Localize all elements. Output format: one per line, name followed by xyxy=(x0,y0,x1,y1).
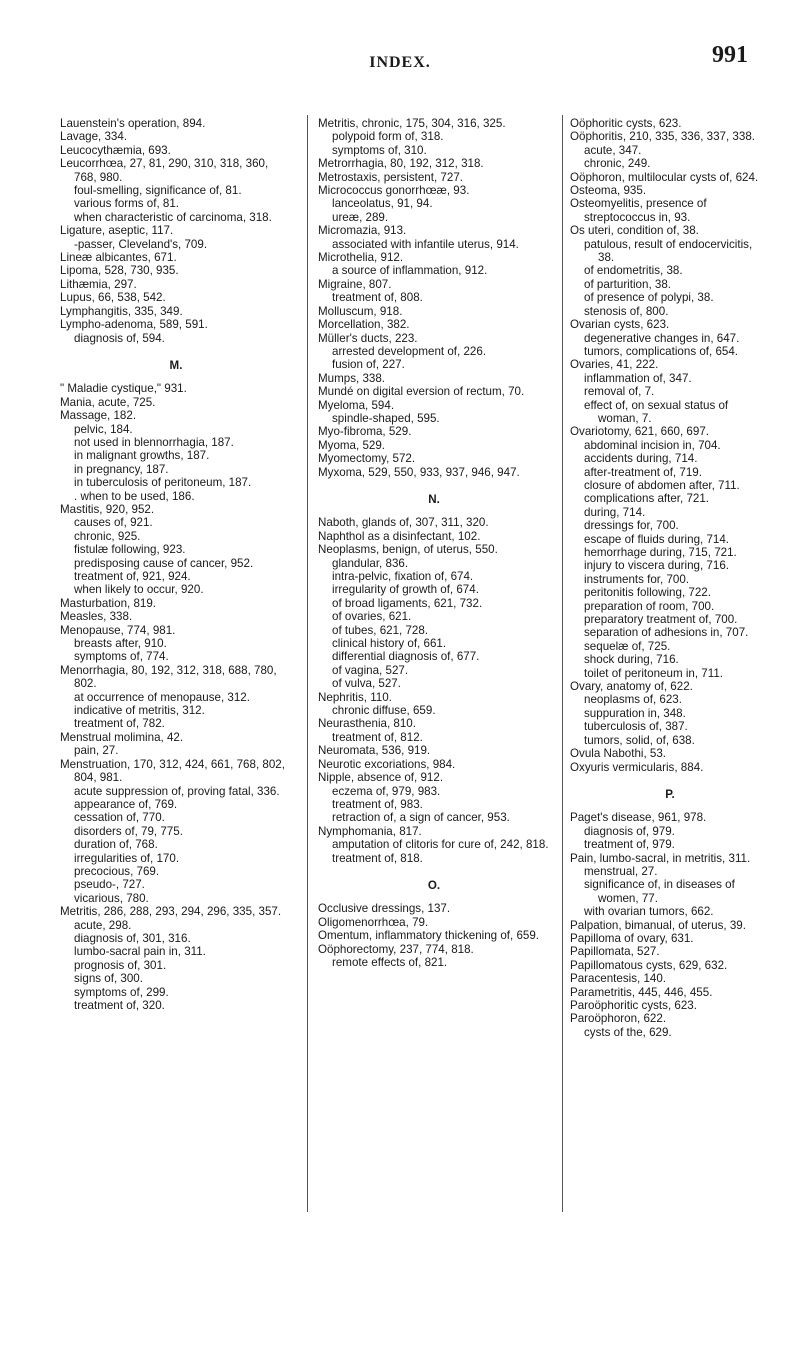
index-entry: Myo-fibroma, 529. xyxy=(318,425,412,439)
index-subentry: in pregnancy, 187. xyxy=(74,462,169,476)
index-subentry: not used in blennorrhagia, 187. xyxy=(74,435,234,449)
index-subentry: lumbo-sacral pain in, 311. xyxy=(74,945,206,959)
index-subentry: pseudo-, 727. xyxy=(74,878,145,892)
index-subentry: appearance of, 769. xyxy=(74,797,178,811)
index-subentry: abdominal incision in, 704. xyxy=(584,438,721,452)
index-subentry: after-treatment of, 719. xyxy=(584,465,702,479)
index-entry: Ovarian cysts, 623. xyxy=(570,318,670,332)
index-subentry: arrested development of, 226. xyxy=(332,344,487,358)
index-subentry: precocious, 769. xyxy=(74,864,160,878)
index-subentry: remote effects of, 821. xyxy=(332,955,448,969)
index-subentry: prognosis of, 301. xyxy=(74,958,167,972)
index-subentry: vicarious, 780. xyxy=(74,891,149,905)
index-column-2 xyxy=(318,117,550,969)
index-entry: Ovariotomy, 621, 660, 697. xyxy=(570,425,709,439)
index-entry: Lupus, 66, 538, 542. xyxy=(60,291,166,305)
index-entry: Ligature, aseptic, 117. xyxy=(60,224,174,238)
index-subentry: when characteristic of carcinoma, 318. xyxy=(74,210,272,224)
index-subentry: diagnosis of, 301, 316. xyxy=(74,931,191,945)
index-subentry: with ovarian tumors, 662. xyxy=(584,905,714,919)
index-subentry: shock during, 716. xyxy=(584,653,679,667)
index-subentry: during, 714. xyxy=(584,505,646,519)
index-entry: Lineæ albicantes, 671. xyxy=(60,251,177,265)
index-subentry: cessation of, 770. xyxy=(74,811,165,825)
index-subentry: of parturition, 38. xyxy=(584,277,672,291)
index-subentry: inflammation of, 347. xyxy=(584,371,692,385)
index-subentry: differential diagnosis of, 677. xyxy=(332,650,480,664)
index-entry: Lipoma, 528, 730, 935. xyxy=(60,264,179,278)
section-letter: P. xyxy=(665,787,675,801)
index-entry: Lauenstein's operation, 894. xyxy=(60,117,206,130)
index-entry: Neoplasms, benign, of uterus, 550. xyxy=(318,543,498,557)
index-entry: Myxoma, 529, 550, 933, 937, 946, 947. xyxy=(318,465,520,479)
index-entry: Ovary, anatomy of, 622. xyxy=(570,680,693,694)
index-entry: Morcellation, 382. xyxy=(318,318,410,332)
index-subentry: tumors, complications of, 654. xyxy=(584,344,739,358)
index-entry: Neurotic excoriations, 984. xyxy=(318,757,456,771)
index-subentry: treatment of, 921, 924. xyxy=(74,570,191,583)
column-divider xyxy=(562,115,563,1212)
index-entry: Neuromata, 536, 919. xyxy=(318,744,431,758)
index-entry: Ovula Nabothi, 53. xyxy=(570,747,667,761)
index-subentry: stenosis of, 800. xyxy=(584,304,669,318)
index-subentry: irregularity of growth of, 674. xyxy=(332,583,479,597)
index-entry: Parametritis, 445, 446, 455. xyxy=(570,985,713,999)
index-subentry: escape of fluids during, 714. xyxy=(584,532,730,546)
index-entry: Myomectomy, 572. xyxy=(318,452,416,466)
page-header xyxy=(0,42,800,82)
index-subentry: treatment of, 979. xyxy=(584,838,675,852)
index-subentry: neoplasms of, 623. xyxy=(584,693,682,707)
index-subentry: when likely to occur, 920. xyxy=(74,583,204,597)
index-entry: Mania, acute, 725. xyxy=(60,395,156,409)
index-subentry: disorders of, 79, 775. xyxy=(74,824,183,838)
index-subentry: of vagina, 527. xyxy=(332,663,409,677)
index-subentry: fistulæ following, 923. xyxy=(74,543,186,557)
index-entry: Micrococcus gonorrhœæ, 93. xyxy=(318,184,470,198)
index-entry: Paget's disease, 961, 978. xyxy=(570,811,707,825)
index-subentry: associated with infantile uterus, 914. xyxy=(332,237,519,251)
index-subentry: treatment of, 782. xyxy=(74,717,165,731)
index-subentry: duration of, 768. xyxy=(74,838,158,852)
index-subentry: of ovaries, 621. xyxy=(332,610,412,624)
index-subentry: retraction of, a sign of cancer, 953. xyxy=(332,811,510,825)
index-subentry: clinical history of, 661. xyxy=(332,637,447,651)
index-entry: Menstruation, 170, 312, 424, 661, 768, 802, 804, 981. xyxy=(60,757,285,785)
index-subentry: symptoms of, 299. xyxy=(74,985,169,999)
index-subentry: treatment of, 808. xyxy=(332,291,423,305)
index-entry: Os uteri, condition of, 38. xyxy=(570,224,699,238)
index-entry: Masturbation, 819. xyxy=(60,596,157,610)
index-entry: " Maladie cystique," 931. xyxy=(60,382,187,396)
index-subentry: symptoms of, 310. xyxy=(332,143,427,157)
column-divider xyxy=(307,115,308,1212)
index-entry: Leucocythæmia, 693. xyxy=(60,143,171,157)
index-subentry: of broad ligaments, 621, 732. xyxy=(332,596,483,610)
index-subentry: removal of, 7. xyxy=(584,385,655,399)
index-entry: Oöphorectomy, 237, 774, 818. xyxy=(318,942,474,956)
index-subentry: . when to be used, 186. xyxy=(74,489,195,503)
index-entry: Paroöphoritic cysts, 623. xyxy=(570,999,697,1012)
index-subentry: of tubes, 621, 728. xyxy=(332,623,429,637)
index-subentry: hemorrhage during, 715, 721. xyxy=(584,546,737,559)
index-entry: Leucorrhœa, 27, 81, 290, 310, 318, 360, 768, 980. xyxy=(60,157,269,184)
index-subentry: of vulva, 527. xyxy=(332,677,401,691)
index-subentry: diagnosis of, 979. xyxy=(584,824,675,838)
index-entry: Ovaries, 41, 222. xyxy=(570,358,659,372)
index-entry: Nymphomania, 817. xyxy=(318,824,422,838)
index-subentry: irregularities of, 170. xyxy=(74,851,180,865)
index-entry: Naboth, glands of, 307, 311, 320. xyxy=(318,516,489,530)
index-subentry: instruments for, 700. xyxy=(584,572,690,586)
index-subentry: at occurrence of menopause, 312. xyxy=(74,690,250,704)
section-letter: M. xyxy=(169,358,183,372)
index-subentry: treatment of, 320. xyxy=(74,999,165,1012)
index-subentry: of presence of polypi, 38. xyxy=(584,291,714,305)
running-title: INDEX. xyxy=(369,54,431,71)
index-subentry: diagnosis of, 594. xyxy=(74,331,165,345)
index-entry: Papillomata, 527. xyxy=(570,945,660,959)
index-subentry: preparation of room, 700. xyxy=(584,599,715,613)
index-subentry: treatment of, 812. xyxy=(332,730,423,744)
index-entry: Oöphoron, multilocular cysts of, 624. xyxy=(570,170,759,184)
index-subentry: signs of, 300. xyxy=(74,972,143,986)
index-subentry: accidents during, 714. xyxy=(584,452,698,466)
index-subentry: breasts after, 910. xyxy=(74,637,167,651)
index-entry: Oligomenorrhœa, 79. xyxy=(318,915,429,929)
index-entry: Microthelia, 912. xyxy=(318,251,404,265)
index-entry: Mumps, 338. xyxy=(318,371,386,385)
index-entry: Müller's ducts, 223. xyxy=(318,331,418,345)
index-entry: Nipple, absence of, 912. xyxy=(318,771,444,785)
index-subentry: chronic diffuse, 659. xyxy=(332,704,436,718)
index-subentry: acute, 298. xyxy=(74,918,132,932)
index-subentry: chronic, 249. xyxy=(584,157,651,171)
index-entry: Lavage, 334. xyxy=(60,130,128,144)
index-subentry: glandular, 836. xyxy=(332,556,409,570)
index-subentry: fusion of, 227. xyxy=(332,358,405,372)
index-entry: Menorrhagia, 80, 192, 312, 318, 688, 780, 802. xyxy=(60,663,277,691)
index-subentry: acute suppression of, proving fatal, 336. xyxy=(74,784,280,798)
index-entry: Myoma, 529. xyxy=(318,438,386,452)
index-subentry: treatment of, 818. xyxy=(332,851,423,865)
index-entry: Lithæmia, 297. xyxy=(60,277,137,291)
index-entry: Oöphoritic cysts, 623. xyxy=(570,117,682,130)
index-subentry: sequelæ of, 725. xyxy=(584,639,671,653)
index-subentry: treatment of, 983. xyxy=(332,797,423,811)
index-entry: Migraine, 807. xyxy=(318,277,392,291)
index-subentry: suppuration in, 348. xyxy=(584,706,686,720)
index-entry: Papilloma of ovary, 631. xyxy=(570,931,694,945)
index-subentry: predisposing cause of cancer, 952. xyxy=(74,556,254,570)
index-subentry: separation of adhesions in, 707. xyxy=(584,626,749,640)
index-subentry: peritonitis following, 722. xyxy=(584,586,711,600)
section-letter: O. xyxy=(427,878,441,892)
page-number: 991 xyxy=(712,42,748,68)
index-entry: Palpation, bimanual, of uterus, 39. xyxy=(570,918,746,932)
index-subentry: effect of, on sexual status of woman, 7. xyxy=(584,398,729,425)
index-subentry: intra-pelvic, fixation of, 674. xyxy=(332,570,474,583)
index-subentry: chronic, 925. xyxy=(74,529,141,543)
index-subentry: of endometritis, 38. xyxy=(584,264,683,278)
index-subentry: tumors, solid, of, 638. xyxy=(584,733,695,747)
index-subentry: pelvic, 184. xyxy=(74,422,133,436)
index-column-3 xyxy=(570,117,770,1039)
index-entry: Metrostaxis, persistent, 727. xyxy=(318,170,463,184)
index-subentry: significance of, in diseases of women, 77. xyxy=(584,878,735,905)
index-subentry: complications after, 721. xyxy=(584,492,710,506)
index-subentry: -passer, Cleveland's, 709. xyxy=(74,237,208,251)
index-subentry: spindle-shaped, 595. xyxy=(332,411,440,425)
index-entry: Lympho-adenoma, 589, 591. xyxy=(60,318,208,332)
index-subentry: eczema of, 979, 983. xyxy=(332,784,441,798)
index-entry: Nephritis, 110. xyxy=(318,690,392,704)
index-entry: Massage, 182. xyxy=(60,409,137,423)
index-subentry: amputation of clitoris for cure of, 242, 818. xyxy=(332,838,549,852)
index-entry: Occlusive dressings, 137. xyxy=(318,902,451,916)
index-subentry: toilet of peritoneum in, 711. xyxy=(584,666,723,680)
index-subentry: pain, 27. xyxy=(74,744,119,758)
index-entry: Myeloma, 594. xyxy=(318,398,395,412)
index-entry: Oöphoritis, 210, 335, 336, 337, 338. xyxy=(570,130,755,144)
index-subentry: lanceolatus, 91, 94. xyxy=(332,197,433,211)
index-column-1 xyxy=(60,117,292,1012)
index-entry: Neurasthenia, 810. xyxy=(318,717,416,731)
index-subentry: preparatory treatment of, 700. xyxy=(584,613,738,627)
index-entry: Pain, lumbo-sacral, in metritis, 311. xyxy=(570,851,751,865)
index-entry: Metrorrhagia, 80, 192, 312, 318. xyxy=(318,157,484,171)
index-entry: Osteomyelitis, presence of streptococcus in, 93. xyxy=(570,197,707,224)
index-subentry: a source of inflammation, 912. xyxy=(332,264,488,278)
index-entry: Metritis, 286, 288, 293, 294, 296, 335, 357. xyxy=(60,905,282,919)
index-subentry: injury to viscera during, 716. xyxy=(584,559,729,573)
section-letter: N. xyxy=(428,492,440,506)
index-entry: Mundé on digital eversion of rectum, 70. xyxy=(318,385,525,399)
index-subentry: indicative of metritis, 312. xyxy=(74,704,205,718)
index-entry: Paroöphoron, 622. xyxy=(570,1012,667,1026)
index-entry: Paracentesis, 140. xyxy=(570,972,667,986)
index-entry: Measles, 338. xyxy=(60,610,133,624)
index-subentry: causes of, 921. xyxy=(74,516,153,530)
index-entry: Naphthol as a disinfectant, 102. xyxy=(318,529,481,543)
index-subentry: patulous, result of endocervicitis, 38. xyxy=(584,237,753,265)
index-entry: Lymphangitis, 335, 349. xyxy=(60,304,183,318)
index-entry: Menopause, 774, 981. xyxy=(60,623,176,637)
index-subentry: acute, 347. xyxy=(584,143,642,157)
index-entry: Omentum, inflammatory thickening of, 659. xyxy=(318,929,540,943)
index-subentry: degenerative changes in, 647. xyxy=(584,331,740,345)
index-entry: Menstrual molimina, 42. xyxy=(60,730,184,744)
index-entry: Metritis, chronic, 175, 304, 316, 325. xyxy=(318,117,506,130)
index-subentry: in malignant growths, 187. xyxy=(74,449,210,463)
index-entry: Oxyuris vermicularis, 884. xyxy=(570,760,704,774)
index-subentry: symptoms of, 774. xyxy=(74,650,169,664)
index-entry: Osteoma, 935. xyxy=(570,184,647,198)
index-subentry: various forms of, 81. xyxy=(74,197,180,211)
index-subentry: tuberculosis of, 387. xyxy=(584,720,688,734)
index-subentry: ureæ, 289. xyxy=(332,210,389,224)
index-subentry: in tuberculosis of peritoneum, 187. xyxy=(74,476,252,490)
index-subentry: polypoid form of, 318. xyxy=(332,130,444,144)
index-entry: Papillomatous cysts, 629, 632. xyxy=(570,958,728,972)
index-entry: Molluscum, 918. xyxy=(318,304,403,318)
index-entry: Mastitis, 920, 952. xyxy=(60,502,155,516)
index-subentry: closure of abdomen after, 711. xyxy=(584,478,740,492)
index-subentry: dressings for, 700. xyxy=(584,519,679,533)
index-subentry: cysts of the, 629. xyxy=(584,1025,672,1039)
index-subentry: menstrual, 27. xyxy=(584,864,658,878)
index-subentry: foul-smelling, significance of, 81. xyxy=(74,184,242,198)
index-entry: Micromazia, 913. xyxy=(318,224,407,238)
